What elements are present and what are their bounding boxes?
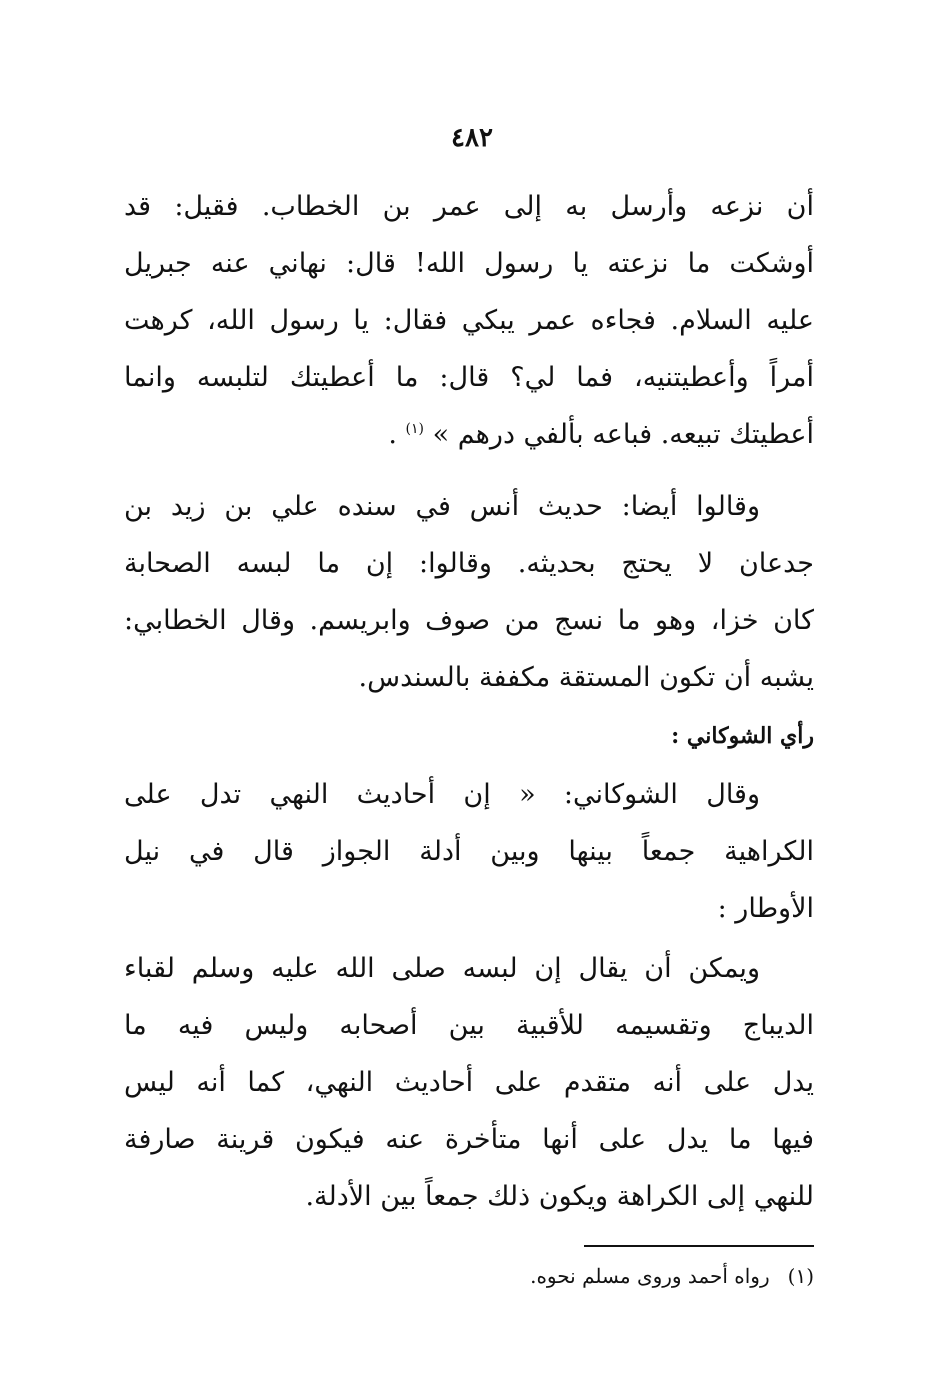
footnote-divider (584, 1245, 814, 1247)
text-line: الديباج وتقسيمه للأقبية بين أصحابه وليس فيه ما (124, 1010, 814, 1041)
text-line: يشبه أن تكون المستقة مكففة بالسندس. (358, 662, 814, 693)
text-line: عليه السلام. فجاءه عمر يبكي فقال: يا رسول الله، كرهت (124, 305, 814, 336)
paragraph-reconciliation (124, 940, 814, 1225)
footnote-marker: (١) (787, 1264, 814, 1288)
text-line: فيها ما يدل على أنها متأخرة عنه فيكون قرينة صارفة (124, 1124, 814, 1155)
paragraph-narrators (124, 478, 814, 706)
footnote (300, 1258, 814, 1294)
text-line-body: أعطيتك تبيعه. فباعه بألفي درهم » (432, 419, 814, 450)
text-line: الكراهية جمعاً بينها وبين أدلة الجواز قال في نيل (124, 836, 814, 867)
text-line: أن نزعه وأرسل به إلى عمر بن الخطاب. فقيل: قد (124, 191, 814, 222)
text-line: الأوطار : (717, 893, 814, 924)
footnote-reference: (١) (405, 421, 424, 437)
page-number: ٤٨٢ (451, 123, 493, 153)
paragraph-shawkani-quote (124, 766, 814, 937)
text-line: كان خزا، وهو ما نسج من صوف وابريسم. وقال الخطابي: (124, 605, 814, 636)
text-line: وقالوا أيضا: حديث أنس في سنده علي بن زيد بن (124, 491, 760, 522)
paragraph-hadith-continuation (124, 178, 814, 463)
text-line: وقال الشوكاني: « إن أحاديث النهي تدل على (124, 779, 760, 810)
text-line: أوشكت ما نزعته يا رسول الله! قال: نهاني عنه جبريل (124, 248, 814, 279)
text-line: للنهي إلى الكراهة ويكون ذلك جمعاً بين الأدلة. (305, 1181, 814, 1212)
text-line: أمراً وأعطيتنيه، فما لي؟ قال: ما أعطيتك لتلبسه وانما (124, 362, 814, 393)
section-heading: رأي الشوكاني : (671, 723, 814, 749)
text-line: ويمكن أن يقال إن لبسه صلى الله عليه وسلم لقباء (124, 953, 760, 984)
text-line-with-footnote (124, 406, 814, 463)
text-line: يدل على أنه متقدم على أحاديث النهي، كما أنه ليس (124, 1067, 814, 1098)
footnote-text: رواه أحمد وروى مسلم نحوه. (530, 1264, 770, 1288)
line-end-punctuation: . (388, 419, 406, 450)
text-line: جدعان لا يحتج بحديثه. وقالوا: إن ما لبسه الصحابة (124, 548, 814, 579)
